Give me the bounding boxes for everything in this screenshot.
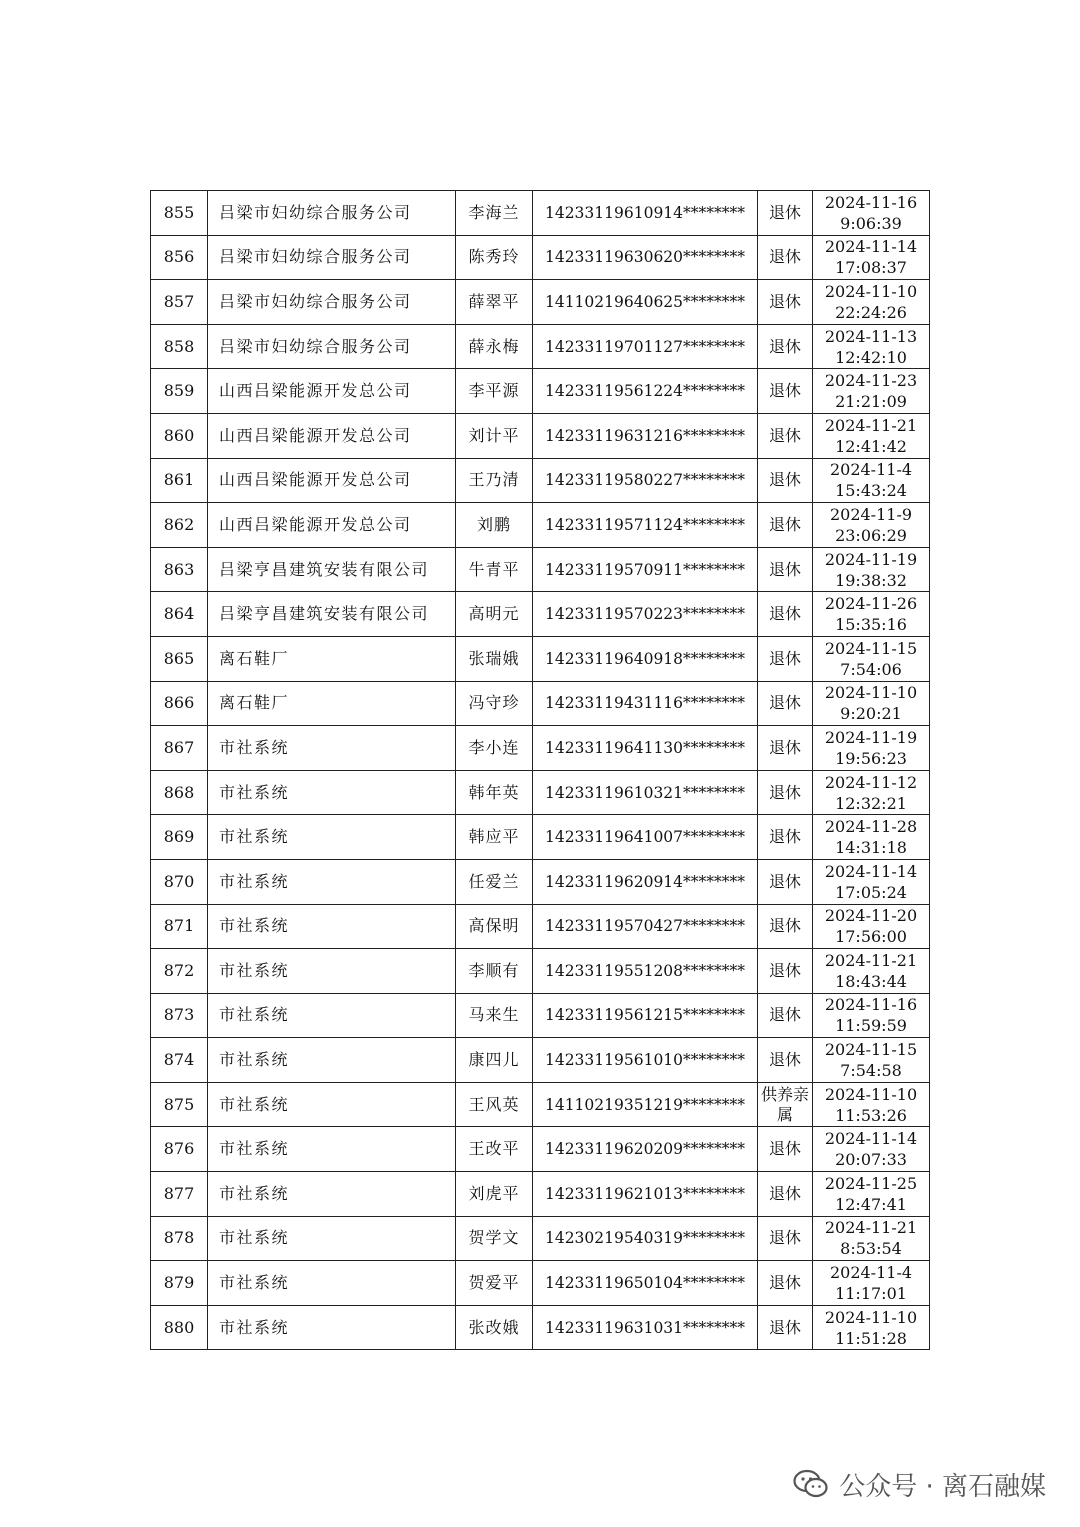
unit-name: 市社系统 — [208, 904, 456, 949]
id-number: 14233119641007******** — [533, 815, 758, 860]
submit-time: 9:20:21 — [840, 704, 902, 724]
person-type: 退休 — [758, 503, 813, 548]
row-number: 865 — [151, 636, 208, 681]
row-number: 855 — [151, 191, 208, 236]
person-type: 退休 — [758, 324, 813, 369]
submit-date: 2024-11-20 — [824, 906, 918, 926]
person-type: 退休 — [758, 1261, 813, 1306]
person-type: 退休 — [758, 280, 813, 325]
row-number: 868 — [151, 770, 208, 815]
person-type: 退休 — [758, 681, 813, 726]
unit-name: 离石鞋厂 — [208, 681, 456, 726]
submit-time: 8:53:54 — [840, 1239, 902, 1259]
submit-date: 2024-11-4 — [829, 1263, 913, 1283]
row-number: 880 — [151, 1305, 208, 1350]
submit-datetime — [813, 949, 930, 994]
submit-datetime — [813, 993, 930, 1038]
submit-time: 11:59:59 — [835, 1016, 907, 1036]
person-name: 王改平 — [456, 1127, 533, 1172]
unit-name: 市社系统 — [208, 815, 456, 860]
submit-datetime — [813, 1127, 930, 1172]
submit-date: 2024-11-21 — [824, 1218, 918, 1238]
person-name: 李顺有 — [456, 949, 533, 994]
row-number: 879 — [151, 1261, 208, 1306]
submit-time: 12:32:21 — [835, 793, 907, 813]
id-number: 14233119561215******** — [533, 993, 758, 1038]
submit-date: 2024-11-10 — [824, 683, 918, 703]
person-type: 退休 — [758, 592, 813, 637]
submit-date: 2024-11-23 — [824, 371, 918, 391]
id-number: 14233119620209******** — [533, 1127, 758, 1172]
person-name: 高明元 — [456, 592, 533, 637]
person-type: 退休 — [758, 1172, 813, 1217]
submit-date: 2024-11-10 — [824, 1084, 918, 1104]
row-number: 858 — [151, 324, 208, 369]
submit-datetime — [813, 1261, 930, 1306]
id-number: 14233119551208******** — [533, 949, 758, 994]
submit-time: 20:07:33 — [835, 1150, 907, 1170]
submit-datetime — [813, 636, 930, 681]
unit-name: 山西吕梁能源开发总公司 — [208, 369, 456, 414]
id-number: 14233119640918******** — [533, 636, 758, 681]
submit-date: 2024-11-14 — [824, 237, 918, 257]
table-row — [151, 770, 930, 815]
unit-name: 离石鞋厂 — [208, 636, 456, 681]
submit-time: 14:31:18 — [835, 838, 907, 858]
row-number: 862 — [151, 503, 208, 548]
person-type: 退休 — [758, 191, 813, 236]
submit-time: 11:53:26 — [835, 1105, 907, 1125]
unit-name: 市社系统 — [208, 1038, 456, 1083]
submit-time: 17:08:37 — [835, 258, 907, 278]
table-row — [151, 1305, 930, 1350]
table-row — [151, 681, 930, 726]
table-row — [151, 592, 930, 637]
submit-date: 2024-11-13 — [824, 326, 918, 346]
row-number: 872 — [151, 949, 208, 994]
id-number: 14233119630620******** — [533, 235, 758, 280]
submit-date: 2024-11-15 — [824, 638, 918, 658]
table-row — [151, 1038, 930, 1083]
row-number: 867 — [151, 726, 208, 771]
table-row — [151, 547, 930, 592]
table-row — [151, 1172, 930, 1217]
person-name: 王乃清 — [456, 458, 533, 503]
submit-datetime — [813, 1172, 930, 1217]
person-name: 牛青平 — [456, 547, 533, 592]
unit-name: 市社系统 — [208, 1261, 456, 1306]
id-number: 14230219540319******** — [533, 1216, 758, 1261]
unit-name: 吕梁市妇幼综合服务公司 — [208, 235, 456, 280]
submit-date: 2024-11-4 — [829, 460, 913, 480]
row-number: 863 — [151, 547, 208, 592]
submit-date: 2024-11-14 — [824, 1129, 918, 1149]
person-name: 李小连 — [456, 726, 533, 771]
submit-datetime — [813, 191, 930, 236]
table-row — [151, 458, 930, 503]
submit-datetime — [813, 369, 930, 414]
id-number: 14233119641130******** — [533, 726, 758, 771]
person-type: 退休 — [758, 815, 813, 860]
person-type: 退休 — [758, 547, 813, 592]
person-name: 高保明 — [456, 904, 533, 949]
submit-datetime — [813, 859, 930, 904]
table-row — [151, 726, 930, 771]
submit-date: 2024-11-16 — [824, 192, 918, 212]
submit-time: 18:43:44 — [835, 971, 907, 991]
submit-datetime — [813, 904, 930, 949]
id-number: 14233119610321******** — [533, 770, 758, 815]
submit-date: 2024-11-19 — [824, 727, 918, 747]
person-name: 张改娥 — [456, 1305, 533, 1350]
person-name: 任爱兰 — [456, 859, 533, 904]
submit-time: 7:54:06 — [840, 659, 902, 679]
submit-time: 15:43:24 — [835, 481, 907, 501]
submit-time: 9:06:39 — [840, 213, 902, 233]
unit-name: 山西吕梁能源开发总公司 — [208, 458, 456, 503]
person-type: 退休 — [758, 1305, 813, 1350]
submit-date: 2024-11-10 — [824, 281, 918, 301]
submit-datetime — [813, 280, 930, 325]
person-name: 张瑞娥 — [456, 636, 533, 681]
person-type: 退休 — [758, 369, 813, 414]
id-number: 14233119570427******** — [533, 904, 758, 949]
submit-time: 21:21:09 — [835, 392, 907, 412]
id-number: 14233119701127******** — [533, 324, 758, 369]
row-number: 861 — [151, 458, 208, 503]
person-name: 康四儿 — [456, 1038, 533, 1083]
id-number: 14233119580227******** — [533, 458, 758, 503]
person-name: 韩年英 — [456, 770, 533, 815]
unit-name: 市社系统 — [208, 726, 456, 771]
submit-datetime — [813, 1082, 930, 1127]
person-name: 李平源 — [456, 369, 533, 414]
person-name: 刘计平 — [456, 413, 533, 458]
id-number: 14233119561010******** — [533, 1038, 758, 1083]
person-name: 薛永梅 — [456, 324, 533, 369]
person-type: 退休 — [758, 859, 813, 904]
id-number: 14233119570911******** — [533, 547, 758, 592]
submit-datetime — [813, 815, 930, 860]
id-number: 14233119620914******** — [533, 859, 758, 904]
person-type: 退休 — [758, 413, 813, 458]
submit-datetime — [813, 1305, 930, 1350]
submit-datetime — [813, 770, 930, 815]
submit-datetime — [813, 324, 930, 369]
row-number: 875 — [151, 1082, 208, 1127]
submit-time: 15:35:16 — [835, 615, 907, 635]
person-type: 退休 — [758, 235, 813, 280]
person-name: 冯守珍 — [456, 681, 533, 726]
unit-name: 市社系统 — [208, 1082, 456, 1127]
submit-time: 7:54:58 — [840, 1061, 902, 1081]
submit-date: 2024-11-9 — [829, 504, 913, 524]
submit-datetime — [813, 413, 930, 458]
watermark — [793, 1462, 1046, 1506]
submit-time: 17:05:24 — [835, 882, 907, 902]
person-name: 马来生 — [456, 993, 533, 1038]
unit-name: 市社系统 — [208, 949, 456, 994]
submit-time: 23:06:29 — [835, 525, 907, 545]
unit-name: 市社系统 — [208, 1216, 456, 1261]
table-row — [151, 1216, 930, 1261]
submit-date: 2024-11-16 — [824, 995, 918, 1015]
submit-time: 12:41:42 — [835, 436, 907, 456]
table-row — [151, 636, 930, 681]
row-number: 876 — [151, 1127, 208, 1172]
person-name: 陈秀玲 — [456, 235, 533, 280]
submit-datetime — [813, 1216, 930, 1261]
unit-name: 市社系统 — [208, 1172, 456, 1217]
submit-date: 2024-11-21 — [824, 415, 918, 435]
unit-name: 市社系统 — [208, 993, 456, 1038]
row-number: 860 — [151, 413, 208, 458]
table-row — [151, 1261, 930, 1306]
person-type: 退休 — [758, 993, 813, 1038]
id-number: 14233119621013******** — [533, 1172, 758, 1217]
submit-date: 2024-11-14 — [824, 861, 918, 881]
person-name: 贺学文 — [456, 1216, 533, 1261]
id-number: 14110219640625******** — [533, 280, 758, 325]
table-row — [151, 1082, 930, 1127]
table-row — [151, 280, 930, 325]
submit-time: 12:47:41 — [835, 1194, 907, 1214]
id-number: 14233119571124******** — [533, 503, 758, 548]
person-type: 退休 — [758, 636, 813, 681]
submit-date: 2024-11-28 — [824, 817, 918, 837]
unit-name: 市社系统 — [208, 859, 456, 904]
row-number: 859 — [151, 369, 208, 414]
person-name: 薛翠平 — [456, 280, 533, 325]
row-number: 873 — [151, 993, 208, 1038]
unit-name: 市社系统 — [208, 770, 456, 815]
person-type: 退休 — [758, 770, 813, 815]
submit-time: 19:56:23 — [835, 748, 907, 768]
unit-name: 吕梁市妇幼综合服务公司 — [208, 280, 456, 325]
id-number: 14233119561224******** — [533, 369, 758, 414]
submit-time: 12:42:10 — [835, 347, 907, 367]
id-number: 14233119431116******** — [533, 681, 758, 726]
table-row — [151, 904, 930, 949]
row-number: 877 — [151, 1172, 208, 1217]
submit-datetime — [813, 592, 930, 637]
submit-datetime — [813, 503, 930, 548]
wechat-icon — [793, 1469, 829, 1499]
unit-name: 山西吕梁能源开发总公司 — [208, 413, 456, 458]
person-type: 退休 — [758, 1038, 813, 1083]
person-type: 供养亲属 — [758, 1082, 813, 1127]
submit-date: 2024-11-19 — [824, 549, 918, 569]
submit-datetime — [813, 726, 930, 771]
unit-name: 吕梁市妇幼综合服务公司 — [208, 191, 456, 236]
id-number: 14233119610914******** — [533, 191, 758, 236]
row-number: 869 — [151, 815, 208, 860]
id-number: 14233119631031******** — [533, 1305, 758, 1350]
id-number: 14110219351219******** — [533, 1082, 758, 1127]
records-table-body — [151, 191, 930, 1350]
unit-name: 吕梁亨昌建筑安装有限公司 — [208, 547, 456, 592]
records-table — [150, 190, 930, 1350]
table-row — [151, 413, 930, 458]
table-row — [151, 191, 930, 236]
person-type: 退休 — [758, 904, 813, 949]
person-type: 退休 — [758, 1127, 813, 1172]
person-type: 退休 — [758, 1216, 813, 1261]
person-name: 韩应平 — [456, 815, 533, 860]
table-row — [151, 859, 930, 904]
row-number: 864 — [151, 592, 208, 637]
table-row — [151, 1127, 930, 1172]
row-number: 857 — [151, 280, 208, 325]
submit-date: 2024-11-26 — [824, 594, 918, 614]
submit-time: 19:38:32 — [835, 570, 907, 590]
table-row — [151, 503, 930, 548]
row-number: 856 — [151, 235, 208, 280]
person-type: 退休 — [758, 726, 813, 771]
submit-datetime — [813, 547, 930, 592]
submit-time: 17:56:00 — [835, 927, 907, 947]
submit-date: 2024-11-21 — [824, 950, 918, 970]
submit-datetime — [813, 681, 930, 726]
submit-date: 2024-11-12 — [824, 772, 918, 792]
unit-name: 市社系统 — [208, 1127, 456, 1172]
row-number: 871 — [151, 904, 208, 949]
table-row — [151, 235, 930, 280]
row-number: 874 — [151, 1038, 208, 1083]
submit-time: 11:17:01 — [835, 1284, 907, 1304]
unit-name: 山西吕梁能源开发总公司 — [208, 503, 456, 548]
person-name: 贺爱平 — [456, 1261, 533, 1306]
person-name: 刘鹏 — [456, 503, 533, 548]
submit-datetime — [813, 458, 930, 503]
submit-time: 22:24:26 — [835, 302, 907, 322]
person-name: 李海兰 — [456, 191, 533, 236]
unit-name: 吕梁市妇幼综合服务公司 — [208, 324, 456, 369]
table-row — [151, 815, 930, 860]
submit-date: 2024-11-15 — [824, 1040, 918, 1060]
person-name: 王风英 — [456, 1082, 533, 1127]
unit-name: 吕梁亨昌建筑安装有限公司 — [208, 592, 456, 637]
submit-date: 2024-11-10 — [824, 1307, 918, 1327]
watermark-text: 公众号 · 离石融媒 — [839, 1471, 1046, 1502]
person-type: 退休 — [758, 949, 813, 994]
id-number: 14233119570223******** — [533, 592, 758, 637]
unit-name: 市社系统 — [208, 1305, 456, 1350]
table-row — [151, 369, 930, 414]
submit-date: 2024-11-25 — [824, 1173, 918, 1193]
table-row — [151, 949, 930, 994]
person-type: 退休 — [758, 458, 813, 503]
id-number: 14233119650104******** — [533, 1261, 758, 1306]
row-number: 878 — [151, 1216, 208, 1261]
submit-time: 11:51:28 — [835, 1328, 907, 1348]
id-number: 14233119631216******** — [533, 413, 758, 458]
submit-datetime — [813, 235, 930, 280]
person-name: 刘虎平 — [456, 1172, 533, 1217]
row-number: 870 — [151, 859, 208, 904]
row-number: 866 — [151, 681, 208, 726]
table-row — [151, 993, 930, 1038]
submit-datetime — [813, 1038, 930, 1083]
table-row — [151, 324, 930, 369]
